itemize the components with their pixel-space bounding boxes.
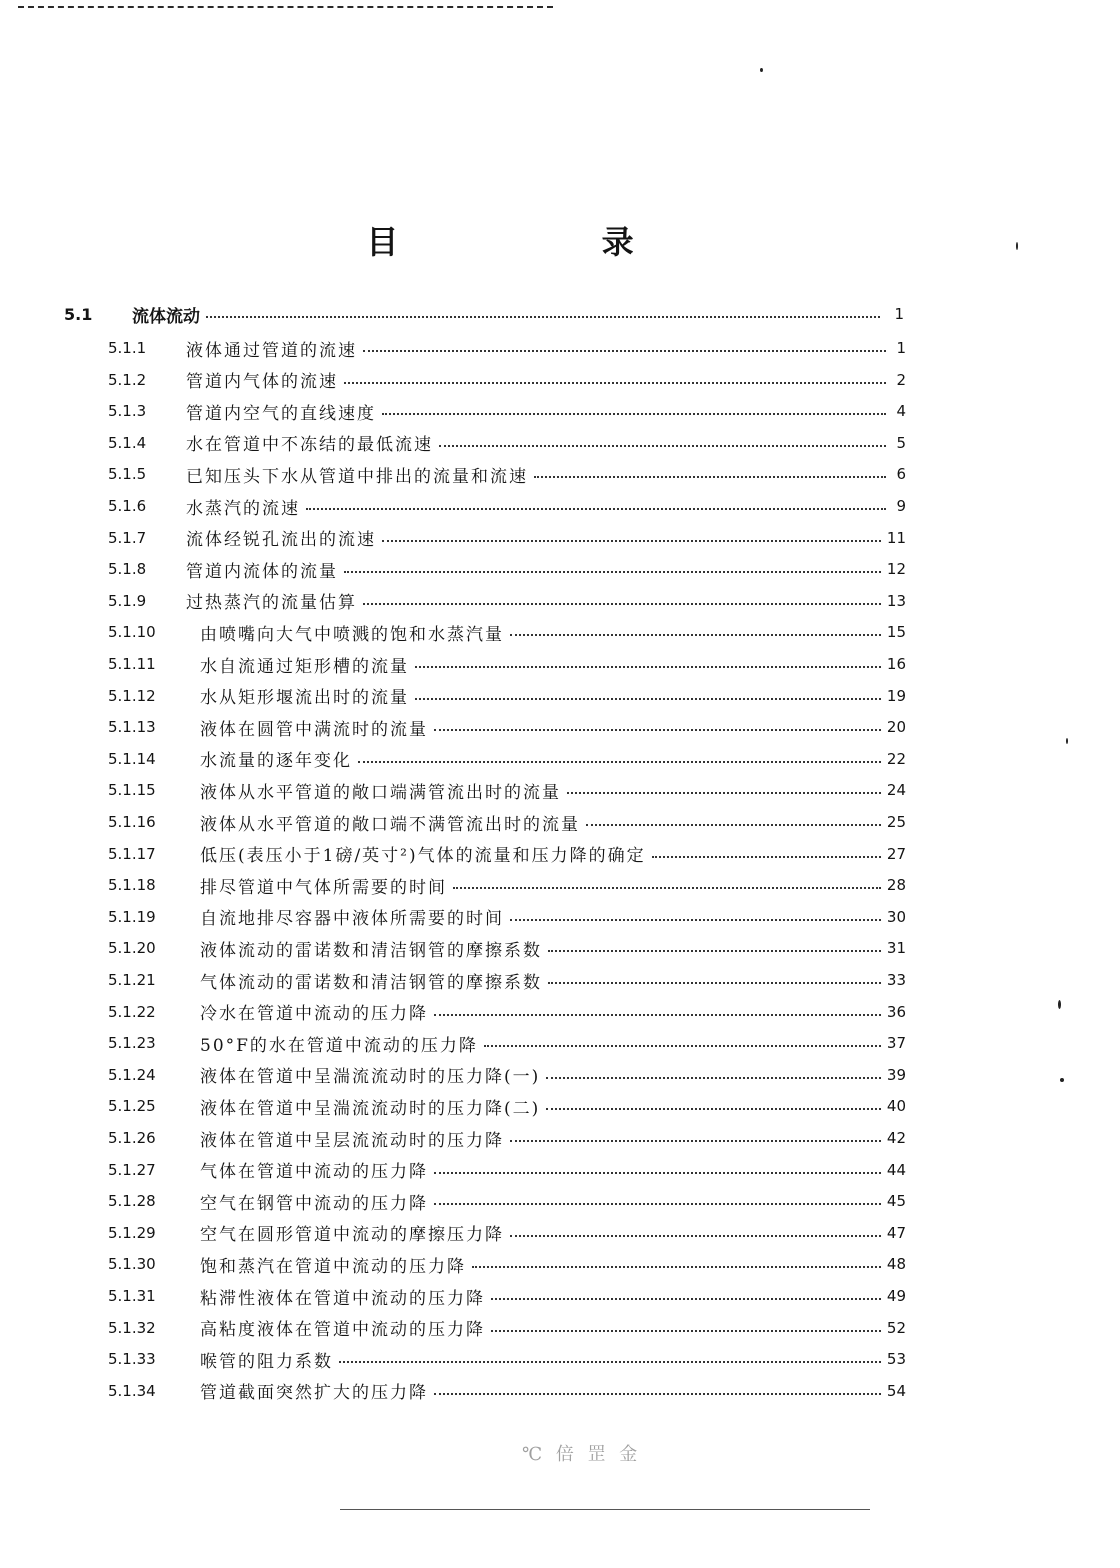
entry-title: 排尽管道中气体所需要的时间 bbox=[200, 877, 447, 898]
entry-page-number: 37 bbox=[886, 1034, 906, 1053]
toc-entry[interactable] bbox=[108, 1028, 906, 1058]
entry-number: 5.1.3 bbox=[108, 402, 147, 421]
entry-page-number: 30 bbox=[886, 907, 906, 926]
scan-speck bbox=[1066, 738, 1068, 744]
dot-leader bbox=[434, 1172, 881, 1174]
dot-leader bbox=[567, 792, 881, 794]
entry-title: 流体经锐孔流出的流速 bbox=[186, 530, 376, 551]
toc-entry[interactable] bbox=[108, 1376, 906, 1406]
entry-title: 液体从水平管道的敞口端不满管流出时的流量 bbox=[200, 814, 580, 835]
toc-entry[interactable] bbox=[108, 775, 906, 805]
entry-title: 液体从水平管道的敞口端满管流出时的流量 bbox=[200, 782, 561, 803]
entry-page-number: 5 bbox=[896, 433, 906, 452]
entry-page-number: 24 bbox=[886, 781, 906, 800]
entry-page-number: 49 bbox=[886, 1287, 906, 1305]
top-dashed-rule bbox=[18, 6, 553, 8]
entry-page-number: 1 bbox=[896, 339, 906, 357]
dot-leader bbox=[586, 824, 881, 826]
entry-page-number: 4 bbox=[896, 402, 906, 421]
entry-page-number: 2 bbox=[896, 370, 906, 389]
dot-leader bbox=[510, 919, 881, 921]
entry-page-number: 15 bbox=[886, 623, 906, 642]
entry-number: 5.1.17 bbox=[108, 844, 156, 863]
entry-title: 液体流动的雷诺数和清洁钢管的摩擦系数 bbox=[200, 940, 542, 961]
toc-entry[interactable] bbox=[108, 1091, 906, 1121]
dot-leader bbox=[206, 316, 880, 318]
entry-page-number: 20 bbox=[886, 718, 906, 737]
entry-number: 5.1.18 bbox=[108, 876, 156, 895]
entry-number: 5.1.30 bbox=[108, 1255, 156, 1274]
entry-title: 喉管的阻力系数 bbox=[200, 1351, 333, 1372]
scan-speck bbox=[1058, 1000, 1061, 1009]
entry-number: 5.1.20 bbox=[108, 939, 156, 958]
toc-section-heading[interactable] bbox=[64, 301, 904, 327]
dot-leader bbox=[652, 856, 881, 858]
entry-page-number: 19 bbox=[886, 686, 906, 705]
entry-title: 液体在管道中呈湍流流动时的压力降(一) bbox=[200, 1067, 541, 1088]
entry-page-number: 36 bbox=[886, 1002, 906, 1021]
entry-number: 5.1.7 bbox=[108, 528, 147, 547]
entry-title: 粘滞性液体在管道中流动的压力降 bbox=[200, 1288, 485, 1309]
toc-entry[interactable] bbox=[108, 428, 906, 458]
entry-number: 5.1.25 bbox=[108, 1097, 156, 1116]
dot-leader bbox=[546, 1108, 881, 1110]
entry-title: 液体在管道中呈层流流动时的压力降 bbox=[200, 1130, 504, 1151]
entry-number: 5.1.12 bbox=[108, 686, 156, 705]
entry-title: 管道内空气的直线速度 bbox=[186, 403, 376, 424]
toc-entry[interactable] bbox=[108, 396, 906, 426]
dot-leader bbox=[358, 761, 881, 763]
entry-number: 5.1.31 bbox=[108, 1287, 156, 1305]
dot-leader bbox=[382, 540, 881, 542]
toc-entry[interactable] bbox=[108, 1218, 906, 1248]
entry-number: 5.1.24 bbox=[108, 1065, 156, 1084]
entry-page-number: 31 bbox=[886, 939, 906, 958]
dot-leader bbox=[534, 476, 886, 478]
entry-number: 5.1.8 bbox=[108, 560, 147, 579]
entry-title: 管道截面突然扩大的压力降 bbox=[200, 1383, 428, 1404]
dot-leader bbox=[472, 1266, 881, 1268]
entry-title: 水从矩形堰流出时的流量 bbox=[200, 688, 409, 709]
entry-title: 液体在圆管中满流时的流量 bbox=[200, 719, 428, 740]
entry-title: 50°F的水在管道中流动的压力降 bbox=[200, 1035, 478, 1056]
entry-title: 饱和蒸汽在管道中流动的压力降 bbox=[200, 1256, 466, 1277]
entry-page-number: 28 bbox=[886, 876, 906, 895]
entry-title: 水在管道中不冻结的最低流速 bbox=[186, 435, 433, 456]
entry-title: 过热蒸汽的流量估算 bbox=[186, 593, 357, 614]
toc-entry[interactable] bbox=[108, 1155, 906, 1185]
scan-speck bbox=[760, 68, 763, 72]
entry-number: 5.1.9 bbox=[108, 591, 147, 610]
entry-page-number: 47 bbox=[886, 1223, 906, 1242]
toc-entry[interactable] bbox=[108, 1186, 906, 1216]
entry-title: 高粘度液体在管道中流动的压力降 bbox=[200, 1320, 485, 1341]
section-title: 流体流动 bbox=[132, 306, 200, 327]
dot-leader bbox=[344, 571, 881, 573]
entry-page-number: 6 bbox=[896, 465, 906, 484]
entry-number: 5.1.11 bbox=[108, 655, 156, 673]
dot-leader bbox=[434, 1014, 881, 1016]
dot-leader bbox=[491, 1330, 881, 1332]
entry-number: 5.1.27 bbox=[108, 1160, 156, 1179]
entry-number: 5.1.34 bbox=[108, 1381, 156, 1400]
toc-entry[interactable] bbox=[108, 933, 906, 963]
dot-leader bbox=[306, 508, 886, 510]
toc-entry[interactable] bbox=[108, 365, 906, 395]
entry-title: 自流地排尽容器中液体所需要的时间 bbox=[200, 909, 504, 930]
entry-number: 5.1.14 bbox=[108, 749, 156, 768]
toc-entry[interactable] bbox=[108, 839, 906, 869]
entry-title: 气体在管道中流动的压力降 bbox=[200, 1162, 428, 1183]
dot-leader bbox=[344, 382, 886, 384]
entry-number: 5.1.16 bbox=[108, 813, 156, 831]
toc-entry[interactable] bbox=[108, 965, 906, 995]
dot-leader bbox=[382, 413, 886, 415]
dot-leader bbox=[415, 666, 881, 668]
entry-title: 空气在圆形管道中流动的摩擦压力降 bbox=[200, 1225, 504, 1246]
entry-number: 5.1.21 bbox=[108, 971, 156, 989]
toc-entry[interactable] bbox=[108, 1281, 906, 1311]
entry-page-number: 13 bbox=[886, 591, 906, 610]
section-page-number: 1 bbox=[894, 305, 904, 323]
entry-title: 水蒸汽的流速 bbox=[186, 498, 300, 519]
dot-leader bbox=[453, 887, 881, 889]
entry-page-number: 39 bbox=[886, 1065, 906, 1084]
toc-entry[interactable] bbox=[108, 523, 906, 553]
entry-number: 5.1.6 bbox=[108, 497, 147, 515]
entry-title: 液体在管道中呈湍流流动时的压力降(二) bbox=[200, 1098, 541, 1119]
entry-page-number: 45 bbox=[886, 1192, 906, 1211]
entry-page-number: 25 bbox=[886, 813, 906, 831]
dot-leader bbox=[339, 1361, 881, 1363]
dot-leader bbox=[363, 603, 881, 605]
dot-leader bbox=[484, 1045, 881, 1047]
entry-number: 5.1.29 bbox=[108, 1223, 156, 1242]
dot-leader bbox=[434, 729, 881, 731]
entry-page-number: 33 bbox=[886, 971, 906, 989]
entry-title: 低压(表压小于1磅/英寸²)气体的流量和压力降的确定 bbox=[200, 846, 646, 867]
entry-number: 5.1.23 bbox=[108, 1034, 156, 1053]
dot-leader bbox=[510, 1235, 881, 1237]
toc-entry[interactable] bbox=[108, 617, 906, 647]
entry-number: 5.1.26 bbox=[108, 1129, 156, 1147]
entry-title: 由喷嘴向大气中喷溅的饱和水蒸汽量 bbox=[200, 624, 504, 645]
entry-page-number: 22 bbox=[886, 749, 906, 768]
entry-page-number: 53 bbox=[886, 1350, 906, 1369]
dot-leader bbox=[434, 1393, 881, 1395]
entry-number: 5.1.2 bbox=[108, 370, 147, 389]
entry-title: 液体通过管道的流速 bbox=[186, 340, 357, 361]
faint-stamp-mark: ℃ 倍 罡 金 bbox=[522, 1444, 642, 1465]
bottom-rule bbox=[340, 1509, 870, 1510]
entry-title: 已知压头下水从管道中排出的流量和流速 bbox=[186, 466, 528, 487]
entry-title: 管道内气体的流速 bbox=[186, 372, 338, 393]
entry-title: 气体流动的雷诺数和清洁钢管的摩擦系数 bbox=[200, 972, 542, 993]
entry-page-number: 16 bbox=[886, 655, 906, 673]
entry-number: 5.1.33 bbox=[108, 1350, 156, 1369]
entry-title: 冷水在管道中流动的压力降 bbox=[200, 1004, 428, 1025]
entry-title: 水流量的逐年变化 bbox=[200, 751, 352, 772]
entry-number: 5.1.10 bbox=[108, 623, 156, 642]
entry-page-number: 9 bbox=[896, 497, 906, 515]
toc-entry[interactable] bbox=[108, 554, 906, 584]
dot-leader bbox=[363, 350, 886, 352]
entry-page-number: 44 bbox=[886, 1160, 906, 1179]
entry-title: 水自流通过矩形槽的流量 bbox=[200, 656, 409, 677]
entry-title: 空气在钢管中流动的压力降 bbox=[200, 1193, 428, 1214]
dot-leader bbox=[415, 698, 881, 700]
entry-number: 5.1.22 bbox=[108, 1002, 156, 1021]
toc-entry[interactable] bbox=[108, 1344, 906, 1374]
entry-number: 5.1.5 bbox=[108, 465, 147, 484]
section-number: 5.1 bbox=[64, 304, 93, 324]
toc-entry[interactable] bbox=[108, 459, 906, 489]
entry-page-number: 54 bbox=[886, 1381, 906, 1400]
toc-entry[interactable] bbox=[108, 491, 906, 521]
entry-number: 5.1.28 bbox=[108, 1192, 156, 1211]
entry-page-number: 48 bbox=[886, 1255, 906, 1274]
toc-entry[interactable] bbox=[108, 870, 906, 900]
entry-number: 5.1.32 bbox=[108, 1318, 156, 1337]
entry-number: 5.1.1 bbox=[108, 339, 147, 357]
toc-entry[interactable] bbox=[108, 1313, 906, 1343]
toc-entry[interactable] bbox=[108, 902, 906, 932]
toc-entry[interactable] bbox=[108, 681, 906, 711]
toc-entry[interactable] bbox=[108, 744, 906, 774]
dot-leader bbox=[548, 982, 881, 984]
scan-speck bbox=[1060, 1078, 1064, 1082]
toc-entry[interactable] bbox=[108, 1123, 906, 1153]
toc-entry[interactable] bbox=[108, 1249, 906, 1279]
dot-leader bbox=[491, 1298, 881, 1300]
toc-entry[interactable] bbox=[108, 807, 906, 837]
toc-entry[interactable] bbox=[108, 997, 906, 1027]
toc-entry[interactable] bbox=[108, 649, 906, 679]
entry-number: 5.1.15 bbox=[108, 781, 156, 800]
entry-number: 5.1.13 bbox=[108, 718, 156, 737]
entry-title: 管道内流体的流量 bbox=[186, 561, 338, 582]
toc-entry[interactable] bbox=[108, 1060, 906, 1090]
entry-page-number: 27 bbox=[886, 844, 906, 863]
dot-leader bbox=[546, 1077, 881, 1079]
toc-entry[interactable] bbox=[108, 586, 906, 616]
entry-page-number: 40 bbox=[886, 1097, 906, 1116]
entry-number: 5.1.19 bbox=[108, 907, 156, 926]
dot-leader bbox=[439, 445, 886, 447]
page-title: 目 录 bbox=[366, 223, 730, 261]
dot-leader bbox=[548, 950, 881, 952]
entry-page-number: 12 bbox=[886, 560, 906, 579]
toc-entry[interactable] bbox=[108, 712, 906, 742]
entry-page-number: 52 bbox=[886, 1318, 906, 1337]
dot-leader bbox=[510, 634, 881, 636]
entry-page-number: 11 bbox=[886, 528, 906, 547]
dot-leader bbox=[434, 1203, 881, 1205]
scan-speck bbox=[1016, 242, 1018, 250]
dot-leader bbox=[510, 1140, 881, 1142]
entry-page-number: 42 bbox=[886, 1129, 906, 1147]
toc-entry[interactable] bbox=[108, 333, 906, 363]
entry-number: 5.1.4 bbox=[108, 433, 147, 452]
